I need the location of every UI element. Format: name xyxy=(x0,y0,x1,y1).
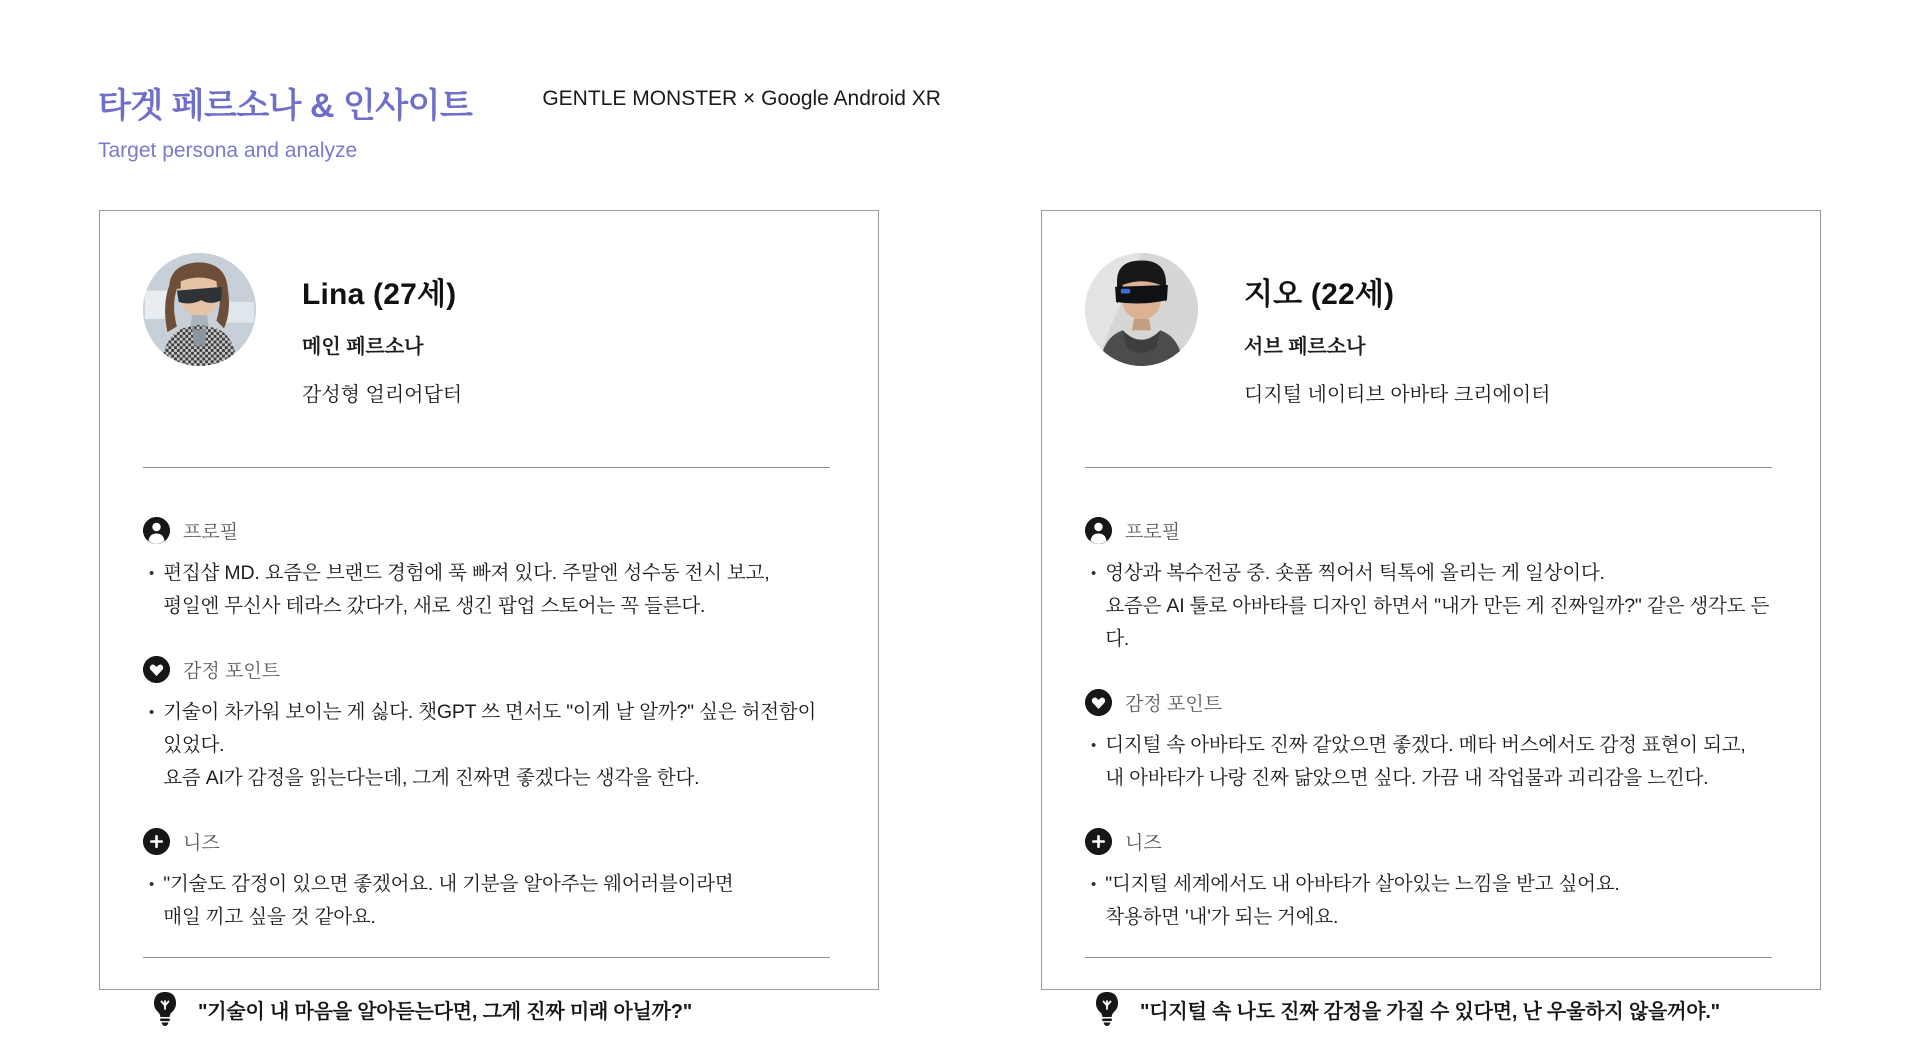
bullet-line-2: 매일 끼고 싶을 것 같아요. xyxy=(163,906,376,928)
heart-icon xyxy=(1085,689,1112,716)
plus-icon xyxy=(143,828,170,855)
bullet-marker: • xyxy=(149,704,155,721)
avatar-illustration xyxy=(1085,253,1198,366)
card-divider xyxy=(143,957,830,958)
bullet-line-2: 요즘 AI가 감정을 읽는다는데, 그게 진짜면 좋겠다는 생각을 한다. xyxy=(163,767,700,789)
persona-cards-row xyxy=(0,210,1920,1023)
section-profile xyxy=(1085,517,1772,656)
persona-head-text xyxy=(1244,253,1550,407)
persona-card-gio xyxy=(1041,210,1821,1023)
bullet-line-1: "디지털 세계에서도 내 아바타가 살아있는 느낌을 받고 싶어요. xyxy=(1105,873,1620,895)
bullet-text xyxy=(1105,729,1745,795)
insight-quote xyxy=(143,992,830,1026)
section-emotion xyxy=(143,656,830,795)
section-label: 니즈 xyxy=(1125,833,1162,854)
persona-name: Lina (27세) xyxy=(302,278,457,311)
section-head xyxy=(143,517,830,544)
card-divider xyxy=(143,467,830,468)
user-icon xyxy=(143,517,170,544)
heart-icon xyxy=(143,656,170,683)
persona-name: 지오 (22세) xyxy=(1244,278,1395,311)
persona-descriptor: 감성형 얼리어답터 xyxy=(302,384,463,406)
bullet-marker: • xyxy=(1091,737,1097,754)
bullet-marker: • xyxy=(1091,876,1097,893)
avatar-illustration xyxy=(143,253,256,366)
card-head xyxy=(1085,253,1772,407)
woman-with-sunglasses-photo xyxy=(143,253,256,366)
bullet-line-2: 착용하면 '내'가 되는 거에요. xyxy=(1105,906,1339,928)
plus-icon xyxy=(1085,828,1112,855)
user-icon xyxy=(1085,517,1112,544)
section-head xyxy=(1085,828,1772,855)
lightbulb-icon xyxy=(1094,992,1120,1026)
bullet-line-1: 기술이 차가워 보이는 게 싫다. 챗GPT 쓰 면서도 "이게 날 알까?" 싶은 허전함이 있었다. xyxy=(163,701,817,756)
bullet-line-1: 편집샵 MD. 요즘은 브랜드 경험에 푹 빠져 있다. 주말엔 성수동 전시 보고, xyxy=(163,562,770,584)
section-head xyxy=(1085,689,1772,716)
bullet-item xyxy=(1085,729,1772,795)
card-divider xyxy=(1085,957,1772,958)
quote-text: "기술이 내 마음을 알아듣는다면, 그게 진짜 미래 아닐까?" xyxy=(198,1000,693,1023)
bullet-line-1: "기술도 감정이 있으면 좋겠어요. 내 기분을 알아주는 웨어러블이라면 xyxy=(163,873,734,895)
persona-role: 서브 페르소나 xyxy=(1244,336,1366,358)
bullet-line-2: 내 아바타가 나랑 진짜 닮았으면 싶다. 가끔 내 작업물과 괴리감을 느낀다. xyxy=(1105,767,1709,789)
bullet-line-1: 디지털 속 아바타도 진짜 같았으면 좋겠다. 메타 버스에서도 감정 표현이 되고, xyxy=(1105,734,1746,756)
bullet-text xyxy=(163,696,830,795)
section-profile xyxy=(143,517,830,623)
bullet-marker: • xyxy=(149,565,155,582)
persona-descriptor: 디지털 네이티브 아바타 크리에이터 xyxy=(1244,384,1551,406)
bullet-line-1: 영상과 복수전공 중. 숏폼 찍어서 틱톡에 올리는 게 일상이다. xyxy=(1105,562,1605,584)
bullet-item xyxy=(143,557,830,623)
bullet-text xyxy=(1105,868,1619,934)
bullet-item xyxy=(143,868,830,934)
section-needs xyxy=(143,828,830,934)
section-label: 프로필 xyxy=(183,522,239,543)
section-needs xyxy=(1085,828,1772,934)
bullet-text xyxy=(1105,557,1772,656)
lightbulb-icon xyxy=(152,992,178,1026)
title-block xyxy=(98,78,472,163)
bullet-text xyxy=(163,557,769,623)
page-header xyxy=(0,0,1920,163)
section-label: 프로필 xyxy=(1125,522,1181,543)
section-emotion xyxy=(1085,689,1772,795)
bullet-marker: • xyxy=(1091,565,1097,582)
page-subtitle: Target persona and analyze xyxy=(98,139,358,162)
section-head xyxy=(143,656,830,683)
card-divider xyxy=(1085,467,1772,468)
section-label: 감정 포인트 xyxy=(1125,694,1223,715)
bullet-line-2: 요즘은 AI 툴로 아바타를 디자인 하면서 "내가 만든 게 진짜일까?" 같은 생각도 든다. xyxy=(1105,595,1770,650)
bullet-text xyxy=(163,868,733,934)
persona-role: 메인 페르소나 xyxy=(302,336,424,358)
bullet-marker: • xyxy=(149,876,155,893)
bullet-item xyxy=(143,696,830,795)
card-head xyxy=(143,253,830,407)
page-title: 타겟 페르소나 & 인사이트 xyxy=(98,87,473,125)
project-name: GENTLE MONSTER × Google Android XR xyxy=(542,87,941,110)
section-label: 니즈 xyxy=(183,833,220,854)
section-head xyxy=(1085,517,1772,544)
persona-card-lina xyxy=(99,210,879,1023)
bullet-line-2: 평일엔 무신사 테라스 갔다가, 새로 생긴 팝업 스토어는 꼭 들른다. xyxy=(163,595,706,617)
bullet-item xyxy=(1085,868,1772,934)
section-head xyxy=(143,828,830,855)
insight-quote xyxy=(1085,992,1772,1026)
persona-head-text xyxy=(302,253,462,407)
quote-text: "디지털 속 나도 진짜 감정을 가질 수 있다면, 난 우울하지 않을꺼야." xyxy=(1140,1000,1720,1023)
man-with-xr-goggles-photo xyxy=(1085,253,1198,366)
section-label: 감정 포인트 xyxy=(183,661,281,682)
bullet-item xyxy=(1085,557,1772,656)
